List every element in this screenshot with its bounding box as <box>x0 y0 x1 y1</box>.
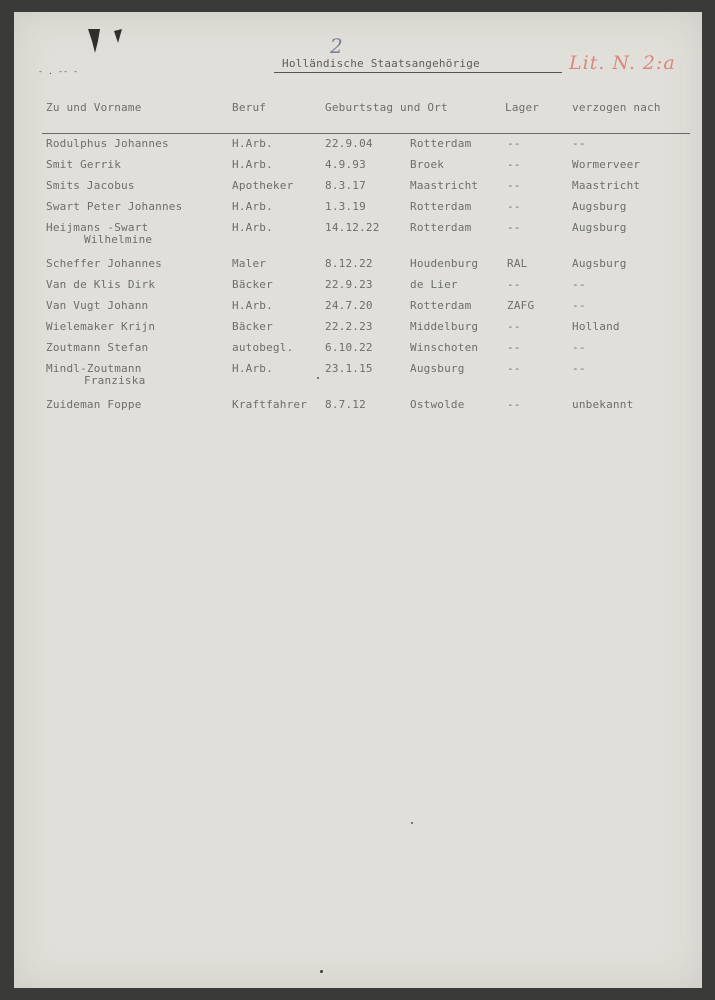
cell-beruf <box>232 341 293 354</box>
cell-lager <box>507 158 521 171</box>
cell-beruf-text: H.Arb. <box>232 362 273 375</box>
cell-beruf <box>232 299 273 312</box>
cell-geburtsdatum-text: 6.10.22 <box>325 341 373 354</box>
cell-geburtsort <box>410 179 478 192</box>
cell-lager <box>507 200 521 213</box>
cell-verzogen <box>572 299 586 312</box>
cell-verzogen-text: -- <box>572 299 586 312</box>
cell-lager-text: -- <box>507 221 521 234</box>
cell-name-text: Smit Gerrik <box>46 158 122 171</box>
cell-verzogen <box>572 278 586 291</box>
cell-geburtsort-text: Ostwolde <box>410 398 465 411</box>
cell-geburtsdatum-text: 4.9.93 <box>325 158 366 171</box>
cell-verzogen-text: -- <box>572 137 586 150</box>
cell-beruf-text: Bäcker <box>232 278 273 291</box>
cell-lager-text: ZAFG <box>507 299 535 312</box>
cell-geburtsdatum-text: 24.7.20 <box>325 299 373 312</box>
header-rule <box>42 133 690 134</box>
cell-geburtsort-text: Maastricht <box>410 179 479 192</box>
cell-verzogen <box>572 137 586 150</box>
cell-name-text: Swart Peter Johannes <box>46 200 183 213</box>
cell-beruf-text: H.Arb. <box>232 221 273 234</box>
cell-verzogen-text: Augsburg <box>572 200 627 213</box>
cell-beruf-text: Apotheker <box>232 179 294 192</box>
cell-lager-text: -- <box>507 137 521 150</box>
cell-name <box>46 200 182 213</box>
cell-verzogen-text: -- <box>572 362 586 375</box>
cell-verzogen <box>572 158 640 171</box>
cell-lager-text: -- <box>507 398 521 411</box>
cell-name-text: Wielemaker Krijn <box>46 320 156 333</box>
paper-speck <box>411 822 413 824</box>
cell-verzogen <box>572 398 633 411</box>
cell-name <box>46 179 135 192</box>
cell-geburtsdatum-text: 8.3.17 <box>325 179 366 192</box>
cell-lager <box>507 257 527 270</box>
column-header-lager: Lager <box>505 101 540 114</box>
cell-name <box>46 257 162 270</box>
cell-geburtsdatum <box>325 221 380 234</box>
cell-name <box>46 299 148 312</box>
cell-geburtsort <box>410 398 465 411</box>
paper-speck <box>317 377 319 379</box>
cell-lager-text: -- <box>507 341 521 354</box>
page-number: 2 <box>330 34 343 58</box>
cell-geburtsdatum <box>325 341 373 354</box>
cell-verzogen-text: Wormerveer <box>572 158 641 171</box>
column-header-name: Zu und Vorname <box>46 101 142 114</box>
cell-beruf <box>232 158 273 171</box>
cell-lager-text: -- <box>507 278 521 291</box>
title-underline <box>274 72 562 73</box>
cell-verzogen <box>572 341 586 354</box>
cell-name-text: Zoutmann Stefan <box>46 341 149 354</box>
cell-geburtsdatum <box>325 362 373 375</box>
cell-geburtsort-text: Middelburg <box>410 320 479 333</box>
cell-geburtsort-text: Broek <box>410 158 445 171</box>
cell-geburtsort-text: Rotterdam <box>410 200 472 213</box>
cell-geburtsort-text: Rotterdam <box>410 299 472 312</box>
cell-lager <box>507 221 521 234</box>
document-title: Holländische Staatsangehörige <box>282 57 480 70</box>
archive-mark: Lit. N. 2:a <box>569 52 676 74</box>
cell-lager <box>507 341 521 354</box>
cell-beruf <box>232 179 293 192</box>
cell-geburtsdatum-text: 14.12.22 <box>325 221 380 234</box>
cell-geburtsdatum <box>325 320 373 333</box>
cell-verzogen-text: unbekannt <box>572 398 634 411</box>
cell-geburtsdatum <box>325 158 366 171</box>
cell-geburtsort-text: de Lier <box>410 278 458 291</box>
cell-geburtsdatum <box>325 179 366 192</box>
cell-beruf <box>232 200 273 213</box>
cell-verzogen <box>572 257 627 270</box>
cell-name <box>46 320 155 333</box>
cell-lager-text: -- <box>507 200 521 213</box>
cell-lager-text: RAL <box>507 257 528 270</box>
cell-lager <box>507 362 521 375</box>
cell-name <box>46 398 142 411</box>
cell-lager <box>507 278 521 291</box>
cell-beruf-text: Bäcker <box>232 320 273 333</box>
cell-name-text: Mindl-Zoutmann <box>46 362 142 375</box>
cell-verzogen <box>572 179 640 192</box>
column-header-geburt: Geburtstag und Ort <box>325 101 448 114</box>
cell-lager-text: -- <box>507 158 521 171</box>
cell-verzogen-text: Holland <box>572 320 620 333</box>
cell-geburtsdatum-text: 22.9.04 <box>325 137 373 150</box>
cell-name <box>46 137 169 150</box>
cell-verzogen <box>572 200 627 213</box>
cell-geburtsdatum-text: 23.1.15 <box>325 362 373 375</box>
cell-name-text: Smits Jacobus <box>46 179 135 192</box>
cell-geburtsdatum-text: 8.12.22 <box>325 257 373 270</box>
cell-name-text: Scheffer Johannes <box>46 257 162 270</box>
cell-geburtsort-text: Rotterdam <box>410 221 472 234</box>
cell-name <box>46 341 148 354</box>
cell-geburtsort <box>410 137 471 150</box>
cell-verzogen <box>572 320 620 333</box>
cell-geburtsort <box>410 200 471 213</box>
cell-verzogen-text: Augsburg <box>572 221 627 234</box>
cell-verzogen <box>572 221 627 234</box>
cell-lager <box>507 137 521 150</box>
cell-geburtsort-text: Houdenburg <box>410 257 479 270</box>
cell-lager <box>507 299 534 312</box>
cell-geburtsort <box>410 299 471 312</box>
cell-beruf-text: autobegl. <box>232 341 294 354</box>
cell-name-text: Van de Klis Dirk <box>46 278 156 291</box>
cell-name <box>46 362 145 386</box>
cell-verzogen <box>572 362 586 375</box>
paper-speck <box>320 970 323 973</box>
cell-verzogen-text: Maastricht <box>572 179 641 192</box>
cell-beruf <box>232 320 273 333</box>
cell-beruf <box>232 278 273 291</box>
cell-lager <box>507 320 521 333</box>
cell-beruf <box>232 137 273 150</box>
cell-beruf <box>232 221 273 234</box>
cell-beruf <box>232 398 307 411</box>
column-header-beruf: Beruf <box>232 101 267 114</box>
document-page <box>14 12 702 988</box>
margin-dots: - . -- - <box>38 67 79 76</box>
cell-geburtsdatum <box>325 278 373 291</box>
cell-geburtsdatum <box>325 257 373 270</box>
cell-geburtsdatum-text: 22.9.23 <box>325 278 373 291</box>
cell-beruf <box>232 362 273 375</box>
cell-geburtsdatum-text: 22.2.23 <box>325 320 373 333</box>
cell-geburtsort <box>410 362 465 375</box>
cell-name <box>46 278 155 291</box>
cell-name-line2: Franziska <box>84 374 146 387</box>
cell-name-text: Rodulphus Johannes <box>46 137 169 150</box>
cell-beruf-text: H.Arb. <box>232 200 273 213</box>
cell-lager <box>507 398 521 411</box>
cell-name <box>46 221 152 245</box>
cell-beruf-text: Maler <box>232 257 267 270</box>
cell-lager-text: -- <box>507 362 521 375</box>
cell-geburtsdatum <box>325 200 366 213</box>
cell-name-text: Van Vugt Johann <box>46 299 149 312</box>
cell-verzogen-text: -- <box>572 341 586 354</box>
cell-name-line2: Wilhelmine <box>84 233 153 246</box>
cell-verzogen-text: -- <box>572 278 586 291</box>
cell-name-text: Zuideman Foppe <box>46 398 142 411</box>
cell-verzogen-text: Augsburg <box>572 257 627 270</box>
cell-name-text: Heijmans -Swart <box>46 221 149 234</box>
cell-beruf-text: H.Arb. <box>232 158 273 171</box>
cell-geburtsort-text: Winschoten <box>410 341 479 354</box>
cell-name <box>46 158 121 171</box>
cell-lager-text: -- <box>507 320 521 333</box>
cell-geburtsdatum <box>325 299 373 312</box>
cell-geburtsort <box>410 257 478 270</box>
cell-geburtsort <box>410 221 471 234</box>
cell-geburtsdatum <box>325 137 373 150</box>
cell-beruf-text: Kraftfahrer <box>232 398 308 411</box>
cell-geburtsdatum <box>325 398 366 411</box>
cell-geburtsort-text: Rotterdam <box>410 137 472 150</box>
cell-geburtsort <box>410 278 458 291</box>
cell-geburtsdatum-text: 8.7.12 <box>325 398 366 411</box>
cell-lager <box>507 179 521 192</box>
cell-geburtsort <box>410 341 478 354</box>
cell-geburtsort <box>410 320 478 333</box>
cell-geburtsort <box>410 158 444 171</box>
column-header-verzogen: verzogen nach <box>572 101 661 114</box>
cell-lager-text: -- <box>507 179 521 192</box>
cell-beruf-text: H.Arb. <box>232 137 273 150</box>
cell-geburtsort-text: Augsburg <box>410 362 465 375</box>
cell-beruf-text: H.Arb. <box>232 299 273 312</box>
cell-geburtsdatum-text: 1.3.19 <box>325 200 366 213</box>
cell-beruf <box>232 257 266 270</box>
ink-corner-mark <box>86 25 136 55</box>
